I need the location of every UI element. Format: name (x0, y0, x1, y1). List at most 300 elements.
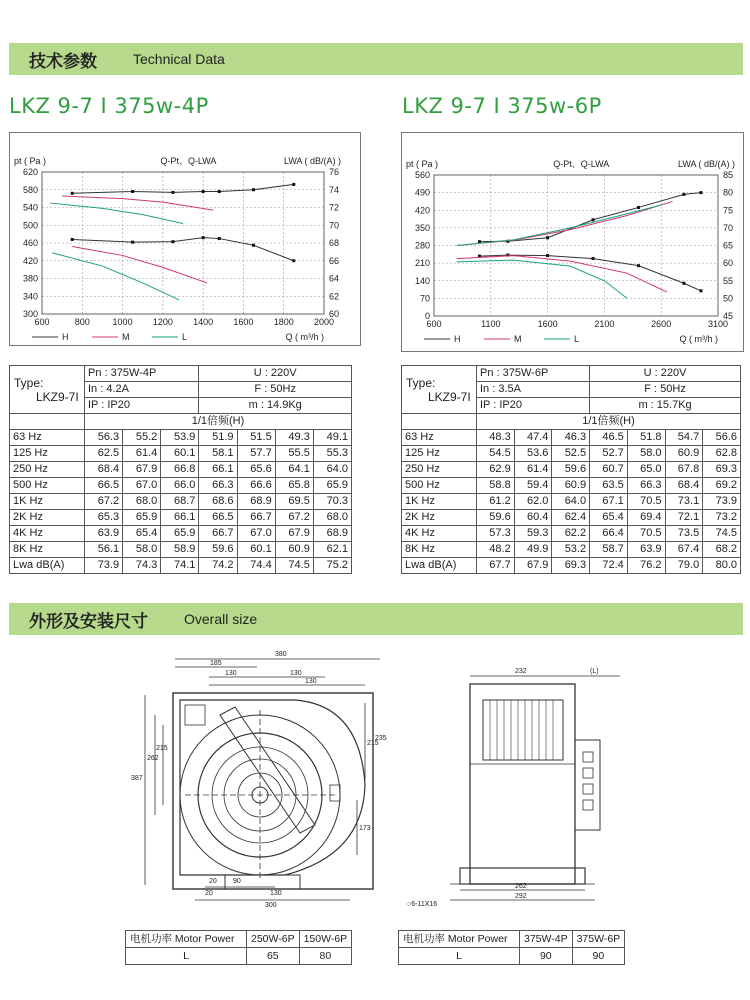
sound-value: 46.5 (590, 430, 628, 446)
dim-235: 235 (375, 735, 387, 742)
front-view-svg (125, 645, 390, 910)
x-tick-label: 600 (426, 319, 442, 329)
ip-cell: IP : IP20 (85, 398, 199, 414)
sound-value: 66.6 (237, 478, 275, 494)
y2-tick-label: 62 (329, 291, 340, 302)
right-model-title: LKZ 9-7 I 375w-6P (402, 94, 602, 118)
y-left-axis-label: pt ( Pa ) (406, 159, 439, 169)
sound-value: 57.7 (237, 446, 275, 462)
table-row (10, 526, 352, 542)
sound-value: 49.3 (275, 430, 313, 446)
sound-value: 67.0 (237, 526, 275, 542)
data-point (592, 218, 595, 221)
y2-tick-label: 65 (723, 240, 734, 251)
sound-value: 74.4 (237, 558, 275, 574)
y2-tick-label: 64 (329, 273, 340, 284)
y-tick-label: 350 (414, 222, 430, 233)
sound-value: 63.5 (590, 478, 628, 494)
sound-value: 76.2 (627, 558, 665, 574)
in-cell: In : 3.5A (477, 382, 590, 398)
section-title-en: Overall size (184, 611, 258, 627)
sound-value: 64.0 (313, 462, 351, 478)
sound-value: 53.9 (161, 430, 199, 446)
data-point (682, 282, 685, 285)
sound-value: 66.7 (199, 526, 237, 542)
sound-value: 55.5 (275, 446, 313, 462)
x-tick-label: 800 (74, 317, 90, 327)
f-cell: F : 50Hz (590, 382, 741, 398)
sound-value: 73.9 (85, 558, 123, 574)
x-tick-label: 2600 (651, 319, 672, 329)
series-line-M-Q-LWA (62, 196, 213, 210)
sound-value: 51.5 (237, 430, 275, 446)
sound-value: 58.1 (199, 446, 237, 462)
x-axis-label: Q ( m³/h ) (285, 332, 324, 342)
frequency-label: 250 Hz (402, 462, 477, 478)
data-point (131, 190, 134, 193)
table-row (402, 430, 741, 446)
sound-value: 66.4 (590, 526, 628, 542)
sound-value: 58.0 (123, 542, 161, 558)
section-title-cn: 技术参数 (29, 51, 97, 71)
frequency-label: 500 Hz (10, 478, 85, 494)
side-view-drawing (405, 660, 645, 910)
frequency-label: 63 Hz (10, 430, 85, 446)
frequency-label: 4K Hz (10, 526, 85, 542)
y-tick-label: 280 (414, 240, 430, 251)
x-axis-label: Q ( m³/h ) (679, 334, 718, 344)
y-tick-label: 420 (414, 205, 430, 216)
sound-value: 66.3 (627, 478, 665, 494)
data-point (292, 183, 295, 186)
sound-value: 46.3 (552, 430, 590, 446)
sound-value: 59.6 (477, 510, 515, 526)
dim-215-right: 215 (367, 740, 379, 747)
y-tick-label: 490 (414, 187, 430, 198)
col-375w-6p: 375W-6P (572, 931, 625, 948)
in-cell: In : 4.2A (85, 382, 199, 398)
sound-value: 48.2 (477, 542, 515, 558)
sound-value: 65.4 (590, 510, 628, 526)
dim-90: 90 (233, 878, 241, 885)
sound-value: 63.9 (85, 526, 123, 542)
value-65: 65 (247, 948, 300, 965)
sound-value: 73.2 (703, 510, 741, 526)
y2-tick-label: 68 (329, 238, 340, 248)
sound-value: 60.7 (590, 462, 628, 478)
sound-value: 63.9 (627, 542, 665, 558)
y-right-axis-label: LWA ( dB/(A) ) (678, 159, 736, 169)
type-cell (10, 366, 85, 414)
sound-value: 58.0 (627, 446, 665, 462)
table-row (402, 526, 741, 542)
u-cell: U : 220V (199, 366, 352, 382)
pn-cell: Pn : 375W-4P (85, 366, 199, 382)
left-spec-table (9, 365, 352, 574)
table-row (10, 558, 352, 574)
sound-value: 52.7 (590, 446, 628, 462)
sound-value: 67.4 (665, 542, 703, 558)
sound-value: 52.5 (552, 446, 590, 462)
sound-value: 66.5 (199, 510, 237, 526)
x-tick-label: 1800 (273, 317, 294, 327)
data-point (292, 259, 295, 262)
octave-band-header: 1/1倍频(H) (477, 414, 741, 430)
section-title-cn: 外形及安装尺寸 (29, 611, 148, 631)
table-row (10, 494, 352, 510)
frequency-label: Lwa dB(A) (10, 558, 85, 574)
dim-130-b: 130 (290, 670, 302, 677)
frequency-label: 2K Hz (402, 510, 477, 526)
right-spec-table (401, 365, 741, 574)
y-tick-label: 300 (22, 309, 38, 319)
sound-value: 65.9 (161, 526, 199, 542)
type-label: Type: (14, 375, 44, 390)
sound-value: 65.9 (123, 510, 161, 526)
octave-band-header: 1/1倍频(H) (85, 414, 352, 430)
sound-value: 60.9 (552, 478, 590, 494)
legend-label-L: L (182, 332, 188, 342)
chart-title: Q-Pt、Q-LWA (160, 156, 217, 166)
sound-value: 67.8 (665, 462, 703, 478)
col-150w: 150W-6P (299, 931, 352, 948)
type-label: Type: (406, 375, 436, 390)
sound-value: 60.1 (237, 542, 275, 558)
dim-380: 380 (275, 651, 287, 658)
sound-value: 60.9 (275, 542, 313, 558)
y-left-axis-label: pt ( Pa ) (14, 156, 47, 166)
table-row (402, 558, 741, 574)
series-line-H-Q-LWA (72, 184, 294, 193)
ip-cell: IP : IP20 (477, 398, 590, 414)
sound-value: 49.9 (514, 542, 552, 558)
y2-tick-label: 66 (329, 255, 340, 266)
sound-value: 60.1 (161, 446, 199, 462)
sound-value: 74.5 (275, 558, 313, 574)
sound-value: 67.0 (123, 478, 161, 494)
row-label-L: L (399, 948, 520, 965)
table-row (402, 510, 741, 526)
sound-value: 69.4 (627, 510, 665, 526)
frequency-label: 8K Hz (402, 542, 477, 558)
right-performance-chart (401, 132, 744, 352)
series-line-H-Q-LWA (479, 193, 701, 242)
sound-value: 67.2 (275, 510, 313, 526)
frequency-label: 1K Hz (10, 494, 85, 510)
series-line-L-Q-LWA (457, 205, 661, 246)
value-90-a: 90 (520, 948, 573, 965)
y2-tick-label: 80 (723, 187, 734, 198)
sound-value: 65.8 (275, 478, 313, 494)
series-line-L-Q-Pt (457, 260, 627, 298)
value-90-b: 90 (572, 948, 625, 965)
type-value: LKZ9-7I (36, 389, 79, 404)
m-cell: m : 15.7Kg (590, 398, 741, 414)
y-tick-label: 420 (22, 255, 38, 266)
sound-value: 59.4 (514, 478, 552, 494)
sound-value: 74.3 (123, 558, 161, 574)
sound-value: 66.3 (199, 478, 237, 494)
y2-tick-label: 60 (723, 258, 734, 269)
table-row (10, 542, 352, 558)
sound-value: 62.0 (514, 494, 552, 510)
data-point (202, 190, 205, 193)
dim-262: 262 (515, 883, 527, 890)
sound-value: 72.1 (665, 510, 703, 526)
sound-value: 58.9 (161, 542, 199, 558)
data-point (699, 289, 702, 292)
sound-value: 68.9 (313, 526, 351, 542)
right-motor-power-table (398, 930, 625, 965)
dim-130-d: 130 (270, 890, 282, 897)
sound-value: 62.5 (85, 446, 123, 462)
sound-value: 65.4 (123, 526, 161, 542)
sound-value: 67.1 (590, 494, 628, 510)
overall-size-header (9, 603, 743, 635)
sound-value: 75.2 (313, 558, 351, 574)
sound-value: 69.5 (275, 494, 313, 510)
data-point (71, 238, 74, 241)
sound-value: 68.4 (85, 462, 123, 478)
legend-label-L: L (574, 334, 580, 344)
sound-value: 58.7 (590, 542, 628, 558)
x-tick-label: 1600 (537, 319, 558, 329)
x-tick-label: 3100 (707, 319, 729, 329)
y2-tick-label: 45 (723, 311, 734, 321)
sound-value: 48.3 (477, 430, 515, 446)
sound-value: 69.2 (703, 478, 741, 494)
sound-value: 66.7 (237, 510, 275, 526)
type-cell (402, 366, 477, 414)
dim-L: (L) (590, 668, 599, 675)
sound-value: 64.1 (275, 462, 313, 478)
sound-value: 73.5 (665, 526, 703, 542)
data-point (682, 193, 685, 196)
motor-power-label: 电机功率 Motor Power (126, 931, 247, 948)
y2-tick-label: 72 (329, 202, 340, 213)
y-tick-label: 580 (22, 184, 38, 195)
data-point (252, 188, 255, 191)
frequency-label: 1K Hz (402, 494, 477, 510)
sound-value: 65.6 (237, 462, 275, 478)
series-line-L-Q-Pt (52, 253, 179, 300)
row-label-L: L (126, 948, 247, 965)
dim-20-b: 20 (205, 890, 213, 897)
x-tick-label: 1600 (233, 317, 254, 327)
sound-value: 68.0 (123, 494, 161, 510)
sound-value: 61.2 (477, 494, 515, 510)
motor-power-label: 电机功率 Motor Power (399, 931, 520, 948)
data-point (699, 191, 702, 194)
dim-300: 300 (265, 902, 277, 909)
frequency-label: 8K Hz (10, 542, 85, 558)
sound-value: 70.5 (627, 526, 665, 542)
legend-label-H: H (454, 334, 461, 344)
data-point (546, 254, 549, 257)
sound-value: 49.1 (313, 430, 351, 446)
sound-value: 69.3 (552, 558, 590, 574)
sound-value: 57.3 (477, 526, 515, 542)
sound-value: 53.6 (514, 446, 552, 462)
y2-tick-label: 70 (329, 220, 340, 231)
x-tick-label: 1400 (193, 317, 214, 327)
data-point (71, 192, 74, 195)
sound-value: 61.4 (514, 462, 552, 478)
frequency-label: 500 Hz (402, 478, 477, 494)
y2-tick-label: 50 (723, 293, 734, 304)
legend-label-M: M (122, 332, 130, 342)
left-motor-power-table (125, 930, 352, 965)
sound-value: 62.2 (552, 526, 590, 542)
table-row (10, 478, 352, 494)
sound-value: 58.8 (477, 478, 515, 494)
data-point (218, 190, 221, 193)
data-point (592, 257, 595, 260)
sound-value: 67.9 (275, 526, 313, 542)
sound-value: 53.2 (552, 542, 590, 558)
u-cell: U : 220V (590, 366, 741, 382)
sound-value: 56.3 (85, 430, 123, 446)
frequency-label: 63 Hz (402, 430, 477, 446)
sound-value: 66.1 (199, 462, 237, 478)
hole-spec: ○6-11X16 (407, 901, 438, 908)
dim-20-a: 20 (209, 878, 217, 885)
sound-value: 55.2 (123, 430, 161, 446)
section-title-en: Technical Data (133, 51, 225, 67)
sound-value: 68.0 (313, 510, 351, 526)
sound-value: 65.0 (627, 462, 665, 478)
y-tick-label: 70 (419, 293, 430, 304)
technical-data-header (9, 43, 743, 75)
series-line-H-Q-Pt (72, 238, 294, 261)
x-tick-label: 2100 (594, 319, 615, 329)
sound-value: 62.9 (477, 462, 515, 478)
table-row (10, 430, 352, 446)
sound-value: 59.6 (552, 462, 590, 478)
sound-value: 66.1 (161, 510, 199, 526)
y-tick-label: 0 (424, 311, 430, 321)
sound-value: 70.5 (627, 494, 665, 510)
y-tick-label: 210 (414, 258, 430, 269)
sound-value: 69.3 (703, 462, 741, 478)
sound-value: 72.4 (590, 558, 628, 574)
data-point (202, 236, 205, 239)
y-tick-label: 500 (22, 220, 38, 231)
sound-value: 54.5 (477, 446, 515, 462)
frequency-label: 2K Hz (10, 510, 85, 526)
sound-value: 47.4 (514, 430, 552, 446)
sound-value: 62.4 (552, 510, 590, 526)
f-cell: F : 50Hz (199, 382, 352, 398)
data-point (218, 237, 221, 240)
value-80: 80 (299, 948, 352, 965)
sound-value: 67.9 (514, 558, 552, 574)
y2-tick-label: 76 (329, 167, 340, 177)
m-cell: m : 14.9Kg (199, 398, 352, 414)
sound-value: 74.5 (703, 526, 741, 542)
sound-value: 68.7 (161, 494, 199, 510)
sound-value: 66.0 (161, 478, 199, 494)
x-tick-label: 600 (34, 317, 50, 327)
table-row (402, 462, 741, 478)
col-375w-4p: 375W-4P (520, 931, 573, 948)
sound-value: 62.8 (703, 446, 741, 462)
dim-232: 232 (515, 668, 527, 675)
y2-tick-label: 75 (723, 205, 734, 216)
sound-value: 66.5 (85, 478, 123, 494)
sound-value: 67.9 (123, 462, 161, 478)
pn-cell: Pn : 375W-6P (477, 366, 590, 382)
left-model-title: LKZ 9-7 I 375w-4P (9, 94, 209, 118)
left-performance-chart (9, 132, 361, 346)
dim-387: 387 (131, 775, 143, 782)
data-point (546, 236, 549, 239)
y-tick-label: 540 (22, 202, 38, 213)
dim-262: 262 (147, 755, 159, 762)
side-view-svg (405, 660, 645, 910)
x-tick-label: 1000 (112, 317, 133, 327)
y-tick-label: 620 (22, 167, 38, 177)
sound-value: 74.2 (199, 558, 237, 574)
sound-value: 70.3 (313, 494, 351, 510)
legend-label-H: H (62, 332, 69, 342)
table-row (402, 494, 741, 510)
sound-value: 68.6 (199, 494, 237, 510)
data-point (171, 240, 174, 243)
y2-tick-label: 85 (723, 170, 734, 180)
sound-value: 67.7 (477, 558, 515, 574)
table-row (10, 462, 352, 478)
dim-173: 173 (359, 825, 371, 832)
table-row (10, 510, 352, 526)
frequency-label: 125 Hz (402, 446, 477, 462)
y2-tick-label: 60 (329, 309, 340, 319)
series-line-M-Q-Pt (72, 247, 207, 283)
sound-value: 56.1 (85, 542, 123, 558)
sound-value: 59.3 (514, 526, 552, 542)
dim-130-a: 130 (225, 670, 237, 677)
frequency-label: Lwa dB(A) (402, 558, 477, 574)
front-view-drawing (125, 645, 390, 910)
sound-value: 60.9 (665, 446, 703, 462)
sound-value: 56.6 (703, 430, 741, 446)
data-point (637, 264, 640, 267)
dim-215: 215 (156, 745, 168, 752)
table-row (402, 542, 741, 558)
sound-value: 61.4 (123, 446, 161, 462)
y-tick-label: 460 (22, 238, 38, 248)
left-chart-svg (10, 133, 360, 345)
sound-value: 51.8 (627, 430, 665, 446)
sound-value: 68.4 (665, 478, 703, 494)
data-point (131, 241, 134, 244)
data-point (171, 191, 174, 194)
data-point (252, 244, 255, 247)
type-value: LKZ9-7I (428, 389, 471, 404)
dim-292: 292 (515, 893, 527, 900)
dim-130-c: 130 (305, 678, 317, 685)
table-row (402, 446, 741, 462)
dim-185: 185 (210, 660, 222, 667)
y2-tick-label: 70 (723, 222, 734, 233)
sound-value: 59.6 (199, 542, 237, 558)
y-right-axis-label: LWA ( dB/(A) ) (284, 156, 342, 166)
sound-value: 65.3 (85, 510, 123, 526)
sound-value: 80.0 (703, 558, 741, 574)
sound-value: 73.9 (703, 494, 741, 510)
frequency-label: 125 Hz (10, 446, 85, 462)
y-tick-label: 340 (22, 291, 38, 302)
